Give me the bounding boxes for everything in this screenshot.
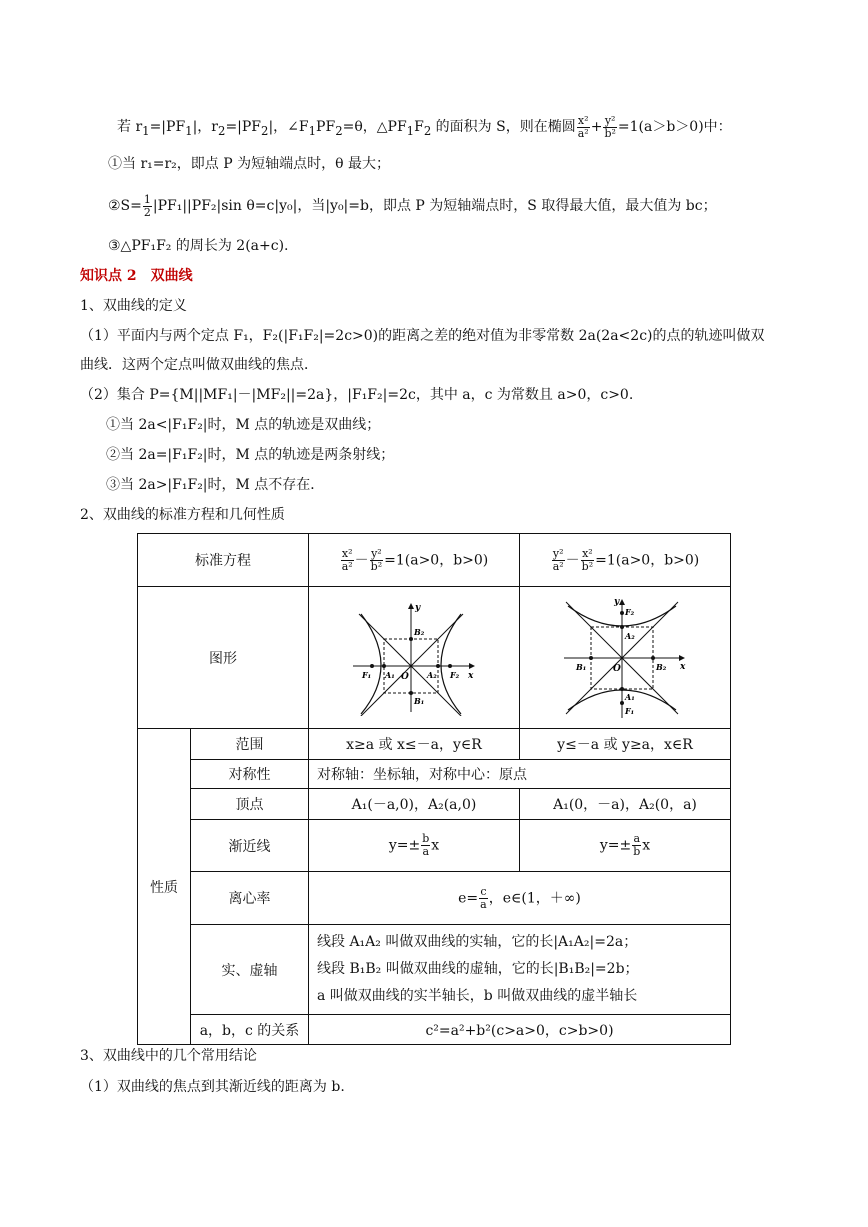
conclusions-title: 3、双曲线中的几个常用结论 — [80, 1048, 257, 1064]
svg-text:O: O — [613, 663, 621, 674]
relation-label: a，b，c 的关系 — [191, 1015, 309, 1045]
svg-text:F₂: F₂ — [450, 669, 460, 680]
svg-text:B₂: B₂ — [656, 661, 667, 672]
range-vertical: y≤－a 或 y≥a，x∈R — [520, 729, 731, 760]
definition-1a: （1）平面内与两个定点 F₁，F₂(|F₁F₂|=2c>0)的距离之差的绝对值为非零常数 2a(2a<2c)的点的轨迹叫做双 — [80, 328, 765, 344]
table-row — [138, 729, 731, 760]
definition-title: 1、双曲线的定义 — [80, 298, 187, 314]
ellipse-x-fraction: $\frac{\text{x²}}{\text{a²}}$ — [577, 113, 589, 140]
svg-text:y: y — [614, 596, 620, 607]
section-heading: 知识点 2 双曲线 — [80, 268, 193, 284]
range-horizontal: x≥a 或 x≤－a，y∈R — [309, 729, 520, 760]
ellipse-point-3: ③△PF₁F₂ 的周长为 2(a+c). — [108, 238, 289, 254]
ellipse-point-1: ①当 r₁=r₂，即点 P 为短轴端点时，θ 最大； — [108, 156, 390, 172]
range-label: 范围 — [191, 729, 309, 760]
equation-horizontal: $\frac{\text{x²}}{\text{a²}}$ － $\frac{\text{y²}}{\text{b²}}$ =1(a>0，b>0) — [309, 534, 520, 587]
table-row — [138, 760, 731, 789]
half-fraction: $\frac{1}{2}$ — [143, 192, 151, 219]
ellipse-y-fraction: $\frac{\text{y²}}{\text{b²}}$ — [604, 113, 616, 140]
table-row — [138, 820, 731, 872]
svg-text:A₁: A₁ — [385, 669, 395, 680]
axes-value: 线段 A₁A₂ 叫做双曲线的实轴，它的长|A₁A₂|=2a； 线段 B₁B₂ 叫做双曲线的虚轴，它的长|B₁B₂|=2b； a 叫做双曲线的实半轴长，b 叫做双曲线的虚半轴长 — [309, 925, 731, 1015]
standard-equation-title: 2、双曲线的标准方程和几何性质 — [80, 507, 285, 523]
svg-text:B₁: B₁ — [576, 661, 587, 672]
table-row — [138, 872, 731, 925]
vertex-horizontal: A₁(－a,0)，A₂(a,0) — [309, 789, 520, 820]
vertical-hyperbola-diagram — [560, 596, 690, 720]
case-2: ②当 2a=|F₁F₂|时，M 点的轨迹是两条射线； — [106, 447, 395, 463]
svg-text:A₂: A₂ — [427, 669, 437, 680]
table-row — [138, 1015, 731, 1045]
svg-text:B₁: B₁ — [414, 695, 425, 706]
horizontal-hyperbola-diagram — [349, 600, 479, 716]
definition-2: （2）集合 P={M||MF₁|－|MF₂||=2a}，|F₁F₂|=2c，其中 a，c 为常数且 a>0，c>0. — [80, 387, 634, 403]
asymptote-label: 渐近线 — [191, 820, 309, 872]
graph-label: 图形 — [138, 587, 309, 729]
symmetry-value: 对称轴：坐标轴，对称中心：原点 — [309, 760, 731, 789]
eccentricity-label: 离心率 — [191, 872, 309, 925]
ellipse-point-2: ②S= $\frac{1}{2}$ |PF₁||PF₂|sin θ=c|y₀|，当|y₀|=b，即点 P 为短轴端点时，S 取得最大值，最大值为 bc； — [108, 192, 717, 219]
svg-text:A₂: A₂ — [625, 630, 635, 641]
vertex-vertical: A₁(0，－a)，A₂(0，a) — [520, 789, 731, 820]
standard-equation-label: 标准方程 — [138, 534, 309, 587]
svg-text:O: O — [401, 671, 409, 682]
table-row — [138, 534, 731, 587]
equation-vertical: $\frac{\text{y²}}{\text{a²}}$ － $\frac{\text{x²}}{\text{b²}}$ =1(a>0，b>0) — [520, 534, 731, 587]
graph-vertical-hyperbola — [520, 587, 731, 729]
ellipse-conditions-line: 若 $r_1=|PF_1|$，$r_2=|PF_2|$，$\angle F_1PF_2=\theta$，$\triangle PF_1F_2$ 的面积为 S，则在椭圆 $\frac{\text{x²}}{\text{a²}}$ + $\frac{\text{y²}}{\text{b²}}$ =1(a＞b＞0)中： — [117, 113, 732, 140]
properties-label: 性质 — [138, 729, 191, 1045]
svg-text:F₁: F₁ — [625, 705, 635, 716]
graph-horizontal-hyperbola — [309, 587, 520, 729]
conclusion-1: （1）双曲线的焦点到其渐近线的距离为 b. — [80, 1079, 345, 1095]
svg-text:F₁: F₁ — [362, 669, 372, 680]
axes-label: 实、虚轴 — [191, 925, 309, 1015]
svg-text:x: x — [680, 661, 686, 672]
definition-1b: 曲线．这两个定点叫做双曲线的焦点． — [80, 357, 318, 373]
case-1: ①当 2a<|F₁F₂|时，M 点的轨迹是双曲线； — [106, 417, 381, 433]
svg-text:x: x — [468, 670, 474, 681]
asymptote-vertical: y=± $\frac{a}{b}$ x — [520, 820, 731, 872]
table-row — [138, 925, 731, 1015]
relation-value: c²=a²+b²(c>a>0，c>b>0) — [309, 1015, 731, 1045]
svg-text:F₂: F₂ — [625, 606, 635, 617]
hyperbola-properties-table — [137, 533, 731, 1045]
svg-text:y: y — [415, 602, 421, 613]
symmetry-label: 对称性 — [191, 760, 309, 789]
eccentricity-value: e= $\frac{c}{a}$ ，e∈(1，＋∞) — [309, 872, 731, 925]
table-row — [138, 587, 731, 729]
vertex-label: 顶点 — [191, 789, 309, 820]
table-row — [138, 789, 731, 820]
asymptote-horizontal: y=± $\frac{b}{a}$ x — [309, 820, 520, 872]
svg-text:B₂: B₂ — [414, 626, 425, 637]
case-3: ③当 2a>|F₁F₂|时，M 点不存在． — [106, 477, 325, 493]
svg-text:A₁: A₁ — [625, 691, 635, 702]
